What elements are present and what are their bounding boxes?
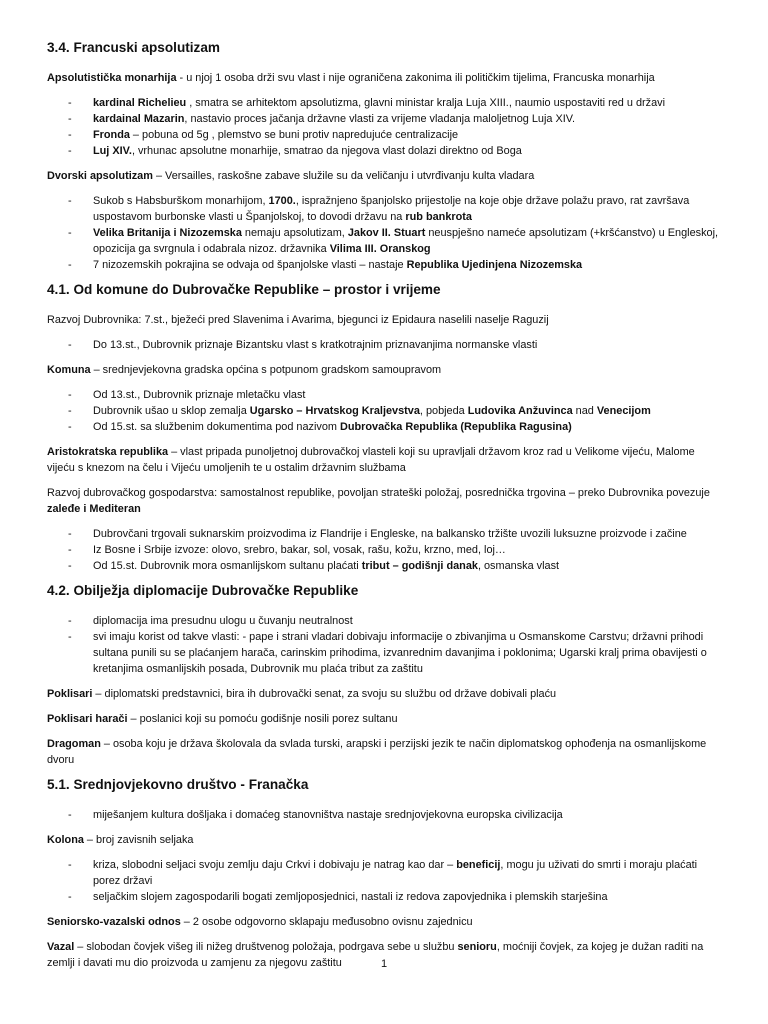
paragraph: Dvorski apsolutizam – Versailles, raskošne zabave služile su da veličanju i utvrđivanju kulta vladara xyxy=(47,170,535,182)
paragraph: Poklisari – diplomatski predstavnici, bira ih dubrovački senat, za svoju su službu od države dobivali plaću xyxy=(47,688,557,700)
list-item: - Od 15.st. Dubrovnik mora osmanlijskom sultanu plaćati tribut – godišnji danak, osmanska vlast xyxy=(47,558,720,574)
section-heading: 3.4. Francuski apsolutizam xyxy=(47,40,221,55)
paragraph: Razvoj dubrovačkog gospodarstva: samostalnost republike, povoljan strateški položaj, posrednička trgovina – preko Dubrovnika povezuje zaleđe i Mediteran xyxy=(47,487,710,515)
list-item: - Velika Britanija i Nizozemska nemaju apsolutizam, Jakov II. Stuart neuspješno nameće apsolutizam (+kršćanstvo) u Engleskoj, opozicija ga svrgnula i odabrala nizoz. državnika Vilima III. Oranskog xyxy=(47,225,720,257)
list-item: - Fronda – pobuna od 5g , plemstvo se buni protiv napredujuće centralizacije xyxy=(47,127,720,143)
bullet-list xyxy=(47,526,720,574)
list-item: - kardinal Richelieu , smatra se arhitektom apsolutizma, glavni ministar kralja Luja XIII., naumio uspostaviti red u državi xyxy=(47,95,720,111)
paragraph xyxy=(47,70,720,86)
paragraph: Aristokratska republika – vlast pripada punoljetnoj dubrovačkoj vlasteli koji su upravljali državom kroz rad u Velikome vijeću, Malome vijeću s knezom na čelu i Vijeću umoljenih te u ostalim državnim službama xyxy=(47,446,695,474)
list-item: - Dubrovčani trgovali suknarskim proizvodima iz Flandrije i Engleske, na balkansko tržište uvozili luksuzne proizvode i začine xyxy=(47,526,720,542)
section-heading: 5.1. Srednjovjekovno društvo - Franačka xyxy=(47,777,309,792)
list-item: - kriza, slobodni seljaci svoju zemlju daju Crkvi i dobivaju je natrag kao dar – beneficij, mogu ju uživati do smrti i moraju plaćati porez državi xyxy=(47,857,720,889)
bullet-list xyxy=(47,613,720,677)
paragraph: Komuna – srednjevjekovna gradska općina s potpunom gradskom samoupravom xyxy=(47,364,442,376)
list-item: - diplomacija ima presudnu ulogu u čuvanju neutralnost xyxy=(47,613,720,629)
list-item: - Luj XIV., vrhunac apsolutne monarhije, smatrao da njegova vlast dolazi direktno od Boga xyxy=(47,143,720,159)
list-item: - svi imaju korist od takve vlasti: - pape i strani vladari dobivaju informacije o zbivanjima u Osmanskome Carstvu; državni prihodi sultana punili su se plaćanjem harača, carinskim prihodima, izvanrednim davanjima i poklonima; Ugarski kralj prima obavijesti o kretanjima osmanlijskih posada, Dubrovnik mu plaća tribut za zaštitu xyxy=(47,629,720,677)
page-number: 1 xyxy=(380,958,388,970)
paragraph: Seniorsko-vazalski odnos – 2 osobe odgovorno sklapaju međusobno ovisnu zajednicu xyxy=(47,916,473,928)
section-heading: 4.1. Od komune do Dubrovačke Republike – prostor i vrijeme xyxy=(47,282,441,297)
list-item: - kardainal Mazarin, nastavio proces jačanja državne vlasti za vrijeme vladanja maloljetnog Luja XIV. xyxy=(47,111,720,127)
list-item: - seljačkim slojem zagospodarili bogati zemljoposjednici, nastali iz redova zapovjednika i plemskih starješina xyxy=(47,889,720,905)
list-item: - Iz Bosne i Srbije izvoze: olovo, srebro, bakar, sol, vosak, rašu, kožu, krzno, med, loj… xyxy=(47,542,720,558)
paragraph: Kolona – broj zavisnih seljaka xyxy=(47,834,194,846)
list-item: - Dubrovnik ušao u sklop zemalja Ugarsko – Hrvatskog Kraljevstva, pobjeda Ludovika Anžuvinca nad Venecijom xyxy=(47,403,720,419)
term: Apsolutistička monarhija xyxy=(47,72,177,84)
bullet-list xyxy=(47,857,720,905)
section-heading: 4.2. Obilježja diplomacije Dubrovačke Republike xyxy=(47,583,359,598)
list-item: - Od 13.st., Dubrovnik priznaje mletačku vlast xyxy=(47,387,720,403)
bullet-list xyxy=(47,387,720,435)
list-item: - Do 13.st., Dubrovnik priznaje Bizantsku vlast s kratkotrajnim priznavanjima normanske vlasti xyxy=(47,337,720,353)
definition-text: - u njoj 1 osoba drži svu vlast i nije ograničena zakonima ili političkim tijelima, Francuska monarhija xyxy=(176,72,655,84)
bullet-list xyxy=(47,193,720,273)
bullet-list xyxy=(47,807,720,823)
list-item: - 7 nizozemskih pokrajina se odvaja od španjolske vlasti – nastaje Republika Ujedinjena Nizozemska xyxy=(47,257,720,273)
paragraph: Dragoman – osoba koju je država školovala da svlada turski, arapski i perzijski jezik te način diplomatskog ophođenja na osmanlijskome dvoru xyxy=(47,738,707,766)
list-item: - Sukob s Habsburškom monarhijom, 1700., ispražnjeno španjolsko prijestolje na koje obje države polažu pravo, rat završava uspostavom burbonske vlasti u Španjolskoj, to dovodi državu na rub bankrota xyxy=(47,193,720,225)
paragraph: Vazal – slobodan čovjek višeg ili nižeg društvenog položaja, podrgava sebe u službu senioru, moćniji čovjek, za kojeg je dužan raditi na zemlji i davati mu dio proizvoda u zamjenu za njegovu zaštitu xyxy=(47,941,704,969)
paragraph: Poklisari harači – poslanici koji su pomoću godišnje nosili porez sultanu xyxy=(47,713,398,725)
list-item: - miješanjem kultura došljaka i domaćeg stanovništva nastaje srednjovjekovna europska civilizacija xyxy=(47,807,720,823)
list-item: - Od 15.st. sa službenim dokumentima pod nazivom Dubrovačka Republika (Republika Ragusina) xyxy=(47,419,720,435)
paragraph: Razvoj Dubrovnika: 7.st., bježeći pred Slavenima i Avarima, bjegunci iz Epidaura naselili naselje Raguzij xyxy=(47,314,549,326)
bullet-list xyxy=(47,95,720,159)
bullet-list xyxy=(47,337,720,353)
